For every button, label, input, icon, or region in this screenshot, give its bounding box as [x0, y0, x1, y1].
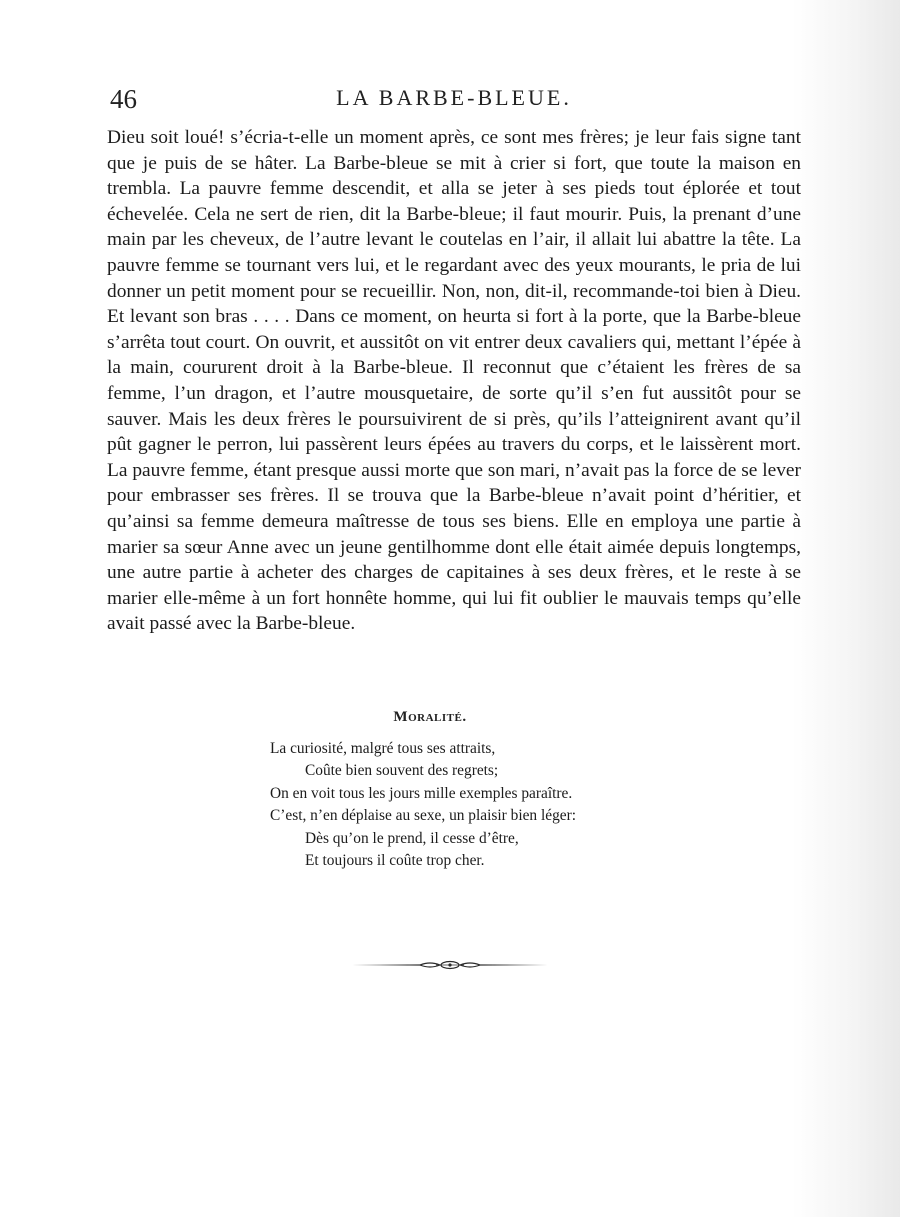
verse-line: Coûte bien souvent des regrets; — [305, 762, 499, 780]
verse-line: Et toujours il coûte trop cher. — [305, 852, 485, 870]
running-title: LA BARBE-BLEUE. — [336, 85, 572, 110]
page-header — [108, 78, 800, 118]
verse-line: La curiosité, malgré tous ses attraits, — [270, 740, 496, 757]
verse-line: Dès qu’on le prend, il cesse d’être, — [305, 829, 519, 847]
verse-line: C’est, n’en déplaise au sexe, un plaisir bien léger: — [270, 807, 577, 825]
story-text — [107, 125, 801, 637]
page-number: 46 — [110, 84, 137, 114]
moral-heading: Moralité. — [393, 709, 467, 725]
moral-verse — [270, 738, 670, 872]
story-paragraph: Dieu soit loué! s’écria-t-elle un moment après, ce sont mes frères; je leur fais signe tant que je puis de se hâter. La Barbe-bleue se mit à crier si fort, que toute la maison en trembla. La pauvre femme descendit, et alla se jeter à ses pieds tout éplorée et tout échevelée. Cela ne sert de rien, dit la Barbe-bleue; il faut mourir. Puis, la prenant d’une main par les cheveux, de l’autre levant le coutelas en l’air, il allait lui abattre la tête. La pauvre femme se tournant vers lui, et le regardant avec des yeux mourants, le pria de lui donner un petit moment pour se recueillir. Non, non, dit-il, recommande-toi bien à Dieu. Et levant son bras . . . . Dans ce moment, on heurta si fort à la porte, que la Barbe-bleue s’arrêta tout court. On ouvrit, et aussitôt on vit entrer deux cavaliers qui, mettant l’épée à la main, coururent droit à la Barbe-bleue. Il reconnut que c’étaient les frères de sa femme, l’un dragon, et l’autre mousquetaire, de sorte qu’il s’en fut aussitôt pour se sauver. Mais les deux frères le poursuivirent de si près, qu’ils l’atteignirent avant qu’il pût gagner le perron, lui passèrent leurs épées au travers du corps, et le laissèrent mort. La pauvre femme, étant presque aussi morte que son mari, n’avait pas la force de se lever pour embrasser ses frères. Il se trouva que la Barbe-bleue n’avait point d’héritier, et qu’ainsi sa femme demeura maîtresse de tous ses biens. Elle en employa une partie à marier sa sœur Anne avec un jeune gentilhomme dont elle était aimée depuis longtemps, une autre partie à acheter des charges de capitaines à ses deux frères, et le reste à se marier elle-même à un fort honnête homme, qui lui fit oublier le mauvais temps qu’elle avait passé avec la Barbe-bleue. — [107, 127, 801, 635]
verse-line: On en voit tous les jours mille exemples paraître. — [270, 784, 573, 802]
tailpiece-ornament-icon — [352, 956, 548, 974]
